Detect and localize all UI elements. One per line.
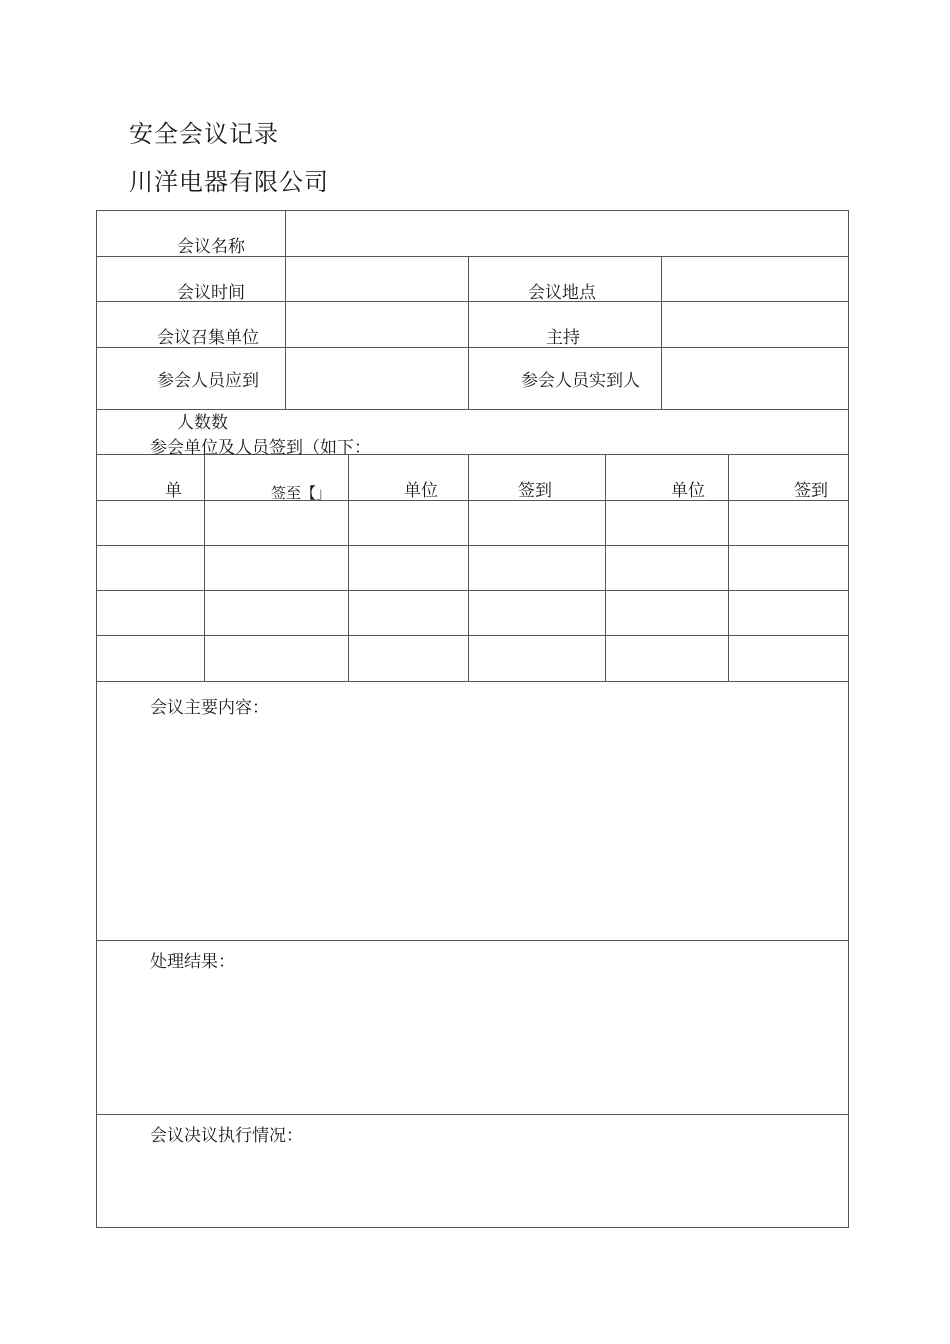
- meeting-place-label: 会议地点: [528, 283, 596, 303]
- document-title: 安全会议记录: [129, 120, 279, 148]
- meeting-record-form: [96, 210, 849, 1228]
- signin-header-unit-1: 单: [165, 481, 182, 501]
- signin-header-sign-2: 签到: [518, 481, 552, 501]
- signin-header-unit-2: 单位: [404, 481, 438, 501]
- main-content-label: 会议主要内容：: [150, 698, 269, 718]
- convening-unit-label: 会议召集单位: [157, 328, 259, 348]
- expected-attendance-label: 参会人员应到: [157, 371, 259, 391]
- host-label: 主持: [546, 328, 580, 348]
- meeting-name-label: 会议名称: [177, 237, 245, 257]
- meeting-time-label: 会议时间: [177, 283, 245, 303]
- signin-header-sign-1: 签至【」: [271, 484, 332, 502]
- signin-header-unit-3: 单位: [671, 481, 705, 501]
- actual-attendance-label: 参会人员实到人: [521, 371, 640, 391]
- resolution-label: 会议决议执行情况：: [150, 1126, 303, 1146]
- signin-header-sign-3: 签到: [794, 481, 828, 501]
- result-label: 处理结果：: [150, 952, 235, 972]
- expected-attendance-label-cont: 人数数: [177, 413, 228, 433]
- signin-section-label: 参会单位及人员签到（如下：: [150, 438, 371, 458]
- company-name: 川洋电器有限公司: [129, 168, 329, 196]
